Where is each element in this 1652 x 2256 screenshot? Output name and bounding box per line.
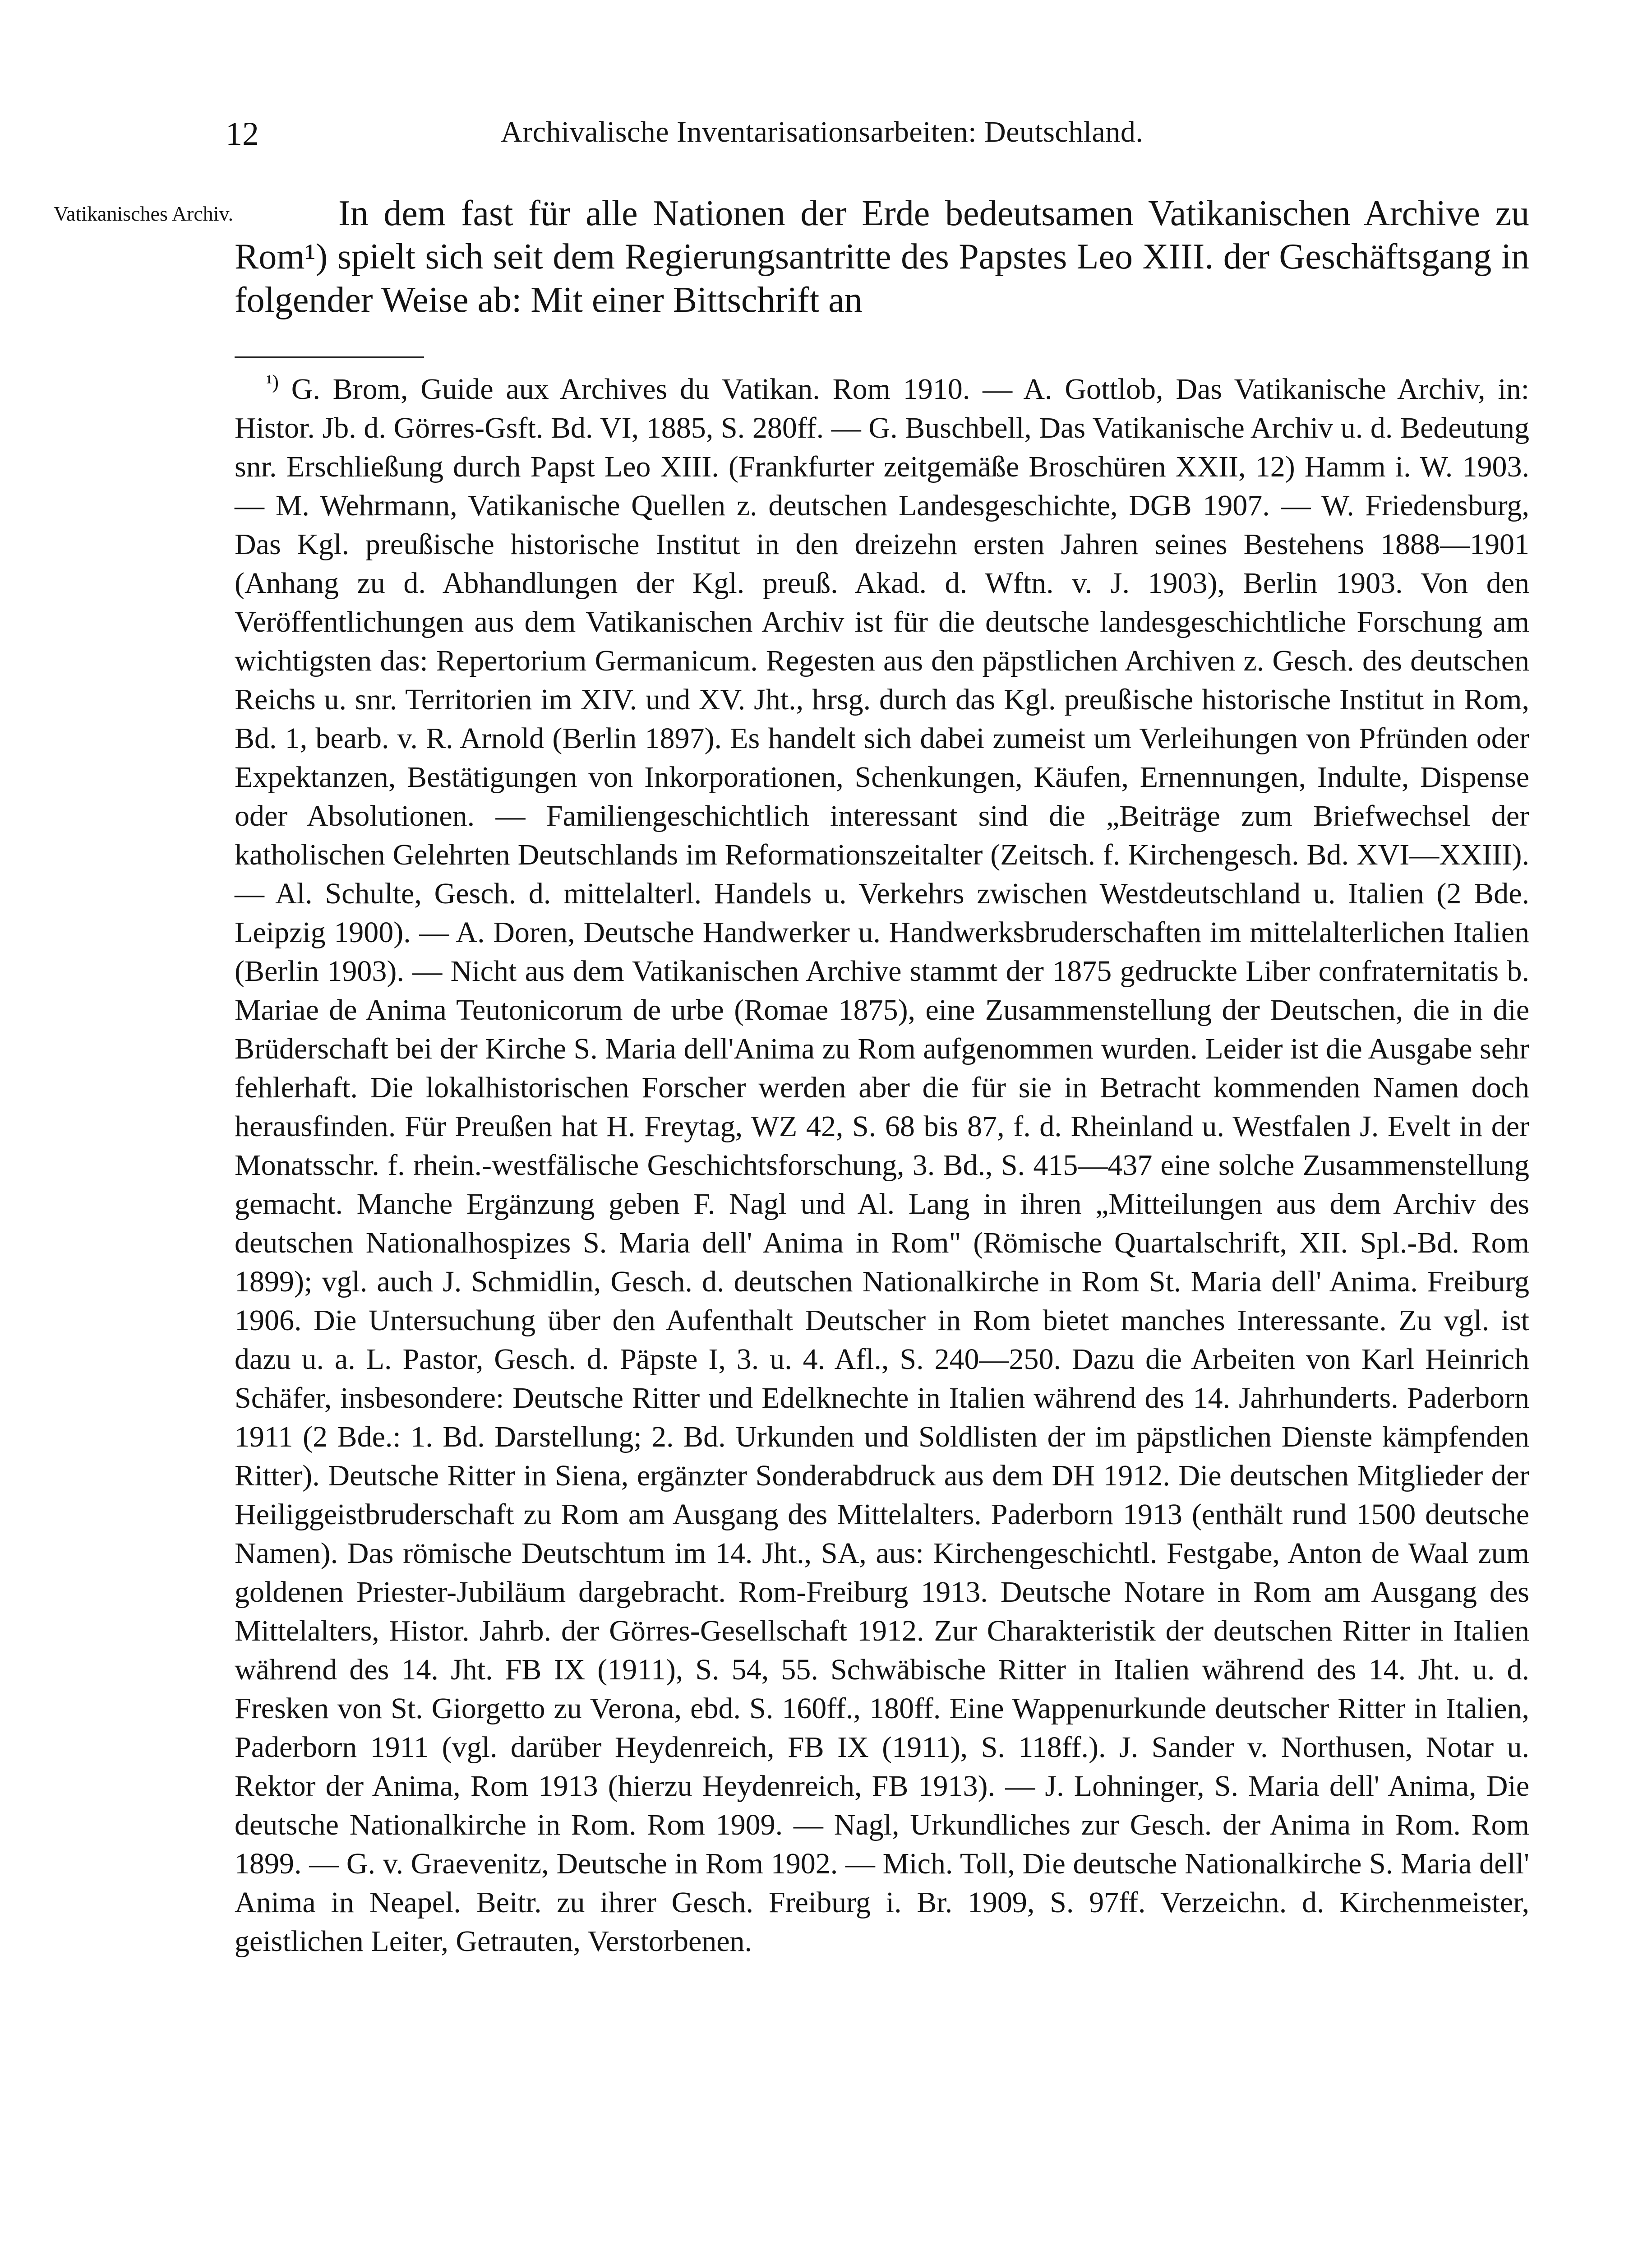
page-number: 12 [226, 116, 259, 153]
running-title: Archivalische Inventarisationsarbeiten: Deutschland. [501, 116, 1144, 148]
margin-note: Vatikanisches Archiv. [53, 202, 234, 225]
main-paragraph: In dem fast für alle Nationen der Erde bedeutsamen Vatikanischen Archive zu Rom¹) spielt sich seit dem Regierungsantritte des Papstes Leo XIII. der Geschäftsgang in folgender Weise ab: Mit einer Bittschrift an [235, 194, 1529, 320]
footnote-marker: ¹) [266, 371, 279, 393]
footnote-divider [235, 356, 424, 358]
footnote [235, 370, 1529, 1961]
footnote-text: G. Brom, Guide aux Archives du Vatikan. Rom 1910. — A. Gottlob, Das Vatikanische Archiv, in: Histor. Jb. d. Görres-Gsft. Bd. VI, 1885, S. 280ff. — G. Buschbell, Das Vatikanische Archiv u. d. Bedeutung snr. Erschließung durch Papst Leo XIII. (Frankfurter zeitgemäße Broschüren XXII, 12) Hamm i. W. 1903. — M. Wehrmann, Vatikanische Quellen z. deutschen Landesgeschichte, DGB 1907. — W. Friedensburg, Das Kgl. preußische historische Institut in den dreizehn ersten Jahren seines Bestehens 1888—1901 (Anhang zu d. Abhandlungen der Kgl. preuß. Akad. d. Wftn. v. J. 1903), Berlin 1903. Von den Veröffentlichungen aus dem Vatikanischen Archiv ist für die deutsche landesgeschichtliche Forschung am wichtigsten das: Repertorium Germanicum. Regesten aus den päpstlichen Archiven z. Gesch. des deutschen Reichs u. snr. Territorien im XIV. und XV. Jht., hrsg. durch das Kgl. preußische historische Institut in Rom, Bd. 1, bearb. v. R. Arnold (Berlin 1897). Es handelt sich dabei zumeist um Verleihungen von Pfründen oder Expektanzen, Bestätigungen von Inkorporationen, Schenkungen, Käufen, Ernennungen, Indulte, Dispense oder Absolutionen. — Familiengeschichtlich interessant sind die „Beiträge zum Briefwechsel der katholischen Gelehrten Deutschlands im Reformationszeitalter (Zeitsch. f. Kirchengesch. Bd. XVI—XXIII). — Al. Schulte, Gesch. d. mittelalterl. Handels u. Verkehrs zwischen Westdeutschland u. Italien (2 Bde. Leipzig 1900). — A. Doren, Deutsche Handwerker u. Handwerksbruderschaften im mittelalterlichen Italien (Berlin 1903). — Nicht aus dem Vatikanischen Archive stammt der 1875 gedruckte Liber confraternitatis b. Mariae de Anima Teutonicorum de urbe (Romae 1875), eine Zusammenstellung der Deutschen, die in die Brüderschaft bei der Kirche S. Maria dell'Anima zu Rom aufgenommen wurden. Leider ist die Ausgabe sehr fehlerhaft. Die lokalhistorischen Forscher werden aber die für sie in Betracht kommenden Namen doch herausfinden. Für Preußen hat H. Freytag, WZ 42, S. 68 bis 87, f. d. Rheinland u. Westfalen J. Evelt in der Monatsschr. f. rhein.-westfälische Geschichtsforschung, 3. Bd., S. 415—437 eine solche Zusammenstellung gemacht. Manche Ergänzung geben F. Nagl und Al. Lang in ihren „Mitteilungen aus dem Archiv des deutschen Nationalhospizes S. Maria dell' Anima in Rom" (Römische Quartalschrift, XII. Spl.-Bd. Rom 1899); vgl. auch J. Schmidlin, Gesch. d. deutschen Nationalkirche in Rom St. Maria dell' Anima. Freiburg 1906. Die Untersuchung über den Aufenthalt Deutscher in Rom bietet manches Interessante. Zu vgl. ist dazu u. a. L. Pastor, Gesch. d. Päpste I, 3. u. 4. Afl., S. 240—250. Dazu die Arbeiten von Karl Heinrich Schäfer, insbesondere: Deutsche Ritter und Edelknechte in Italien während des 14. Jahrhunderts. Paderborn 1911 (2 Bde.: 1. Bd. Darstellung; 2. Bd. Urkunden und Soldlisten der im päpstlichen Dienste kämpfenden Ritter). Deutsche Ritter in Siena, ergänzter Sonderabdruck aus dem DH 1912. Die deutschen Mitglieder der Heiliggeistbruderschaft zu Rom am Ausgang des Mittelalters. Paderborn 1913 (enthält rund 1500 deutsche Namen). Das römische Deutschtum im 14. Jht., SA, aus: Kirchengeschichtl. Festgabe, Anton de Waal zum goldenen Priester-Jubiläum dargebracht. Rom-Freiburg 1913. Deutsche Notare in Rom am Ausgang des Mittelalters, Histor. Jahrb. der Görres-Gesellschaft 1912. Zur Charakteristik der deutschen Ritter in Italien während des 14. Jht. FB IX (1911), S. 54, 55. Schwäbische Ritter in Italien während des 14. Jht. u. d. Fresken von St. Giorgetto zu Verona, ebd. S. 160ff., 180ff. Eine Wappenurkunde deutscher Ritter in Italien, Paderborn 1911 (vgl. darüber Heydenreich, FB IX (1911), S. 118ff.). J. Sander v. Northusen, Notar u. Rektor der Anima, Rom 1913 (hierzu Heydenreich, FB 1913). — J. Lohninger, S. Maria dell' Anima, Die deutsche Nationalkirche in Rom. Rom 1909. — Nagl, Urkundliches zur Gesch. der Anima in Rom. Rom 1899. — G. v. Graevenitz, Deutsche in Rom 1902. — Mich. Toll, Die deutsche Nationalkirche S. Maria dell' Anima in Neapel. Beitr. zu ihrer Gesch. Freiburg i. Br. 1909, S. 97ff. Verzeichn. d. Kirchenmeister, geistlichen Leiter, Getrauten, Verstorbenen. [235, 373, 1530, 1958]
